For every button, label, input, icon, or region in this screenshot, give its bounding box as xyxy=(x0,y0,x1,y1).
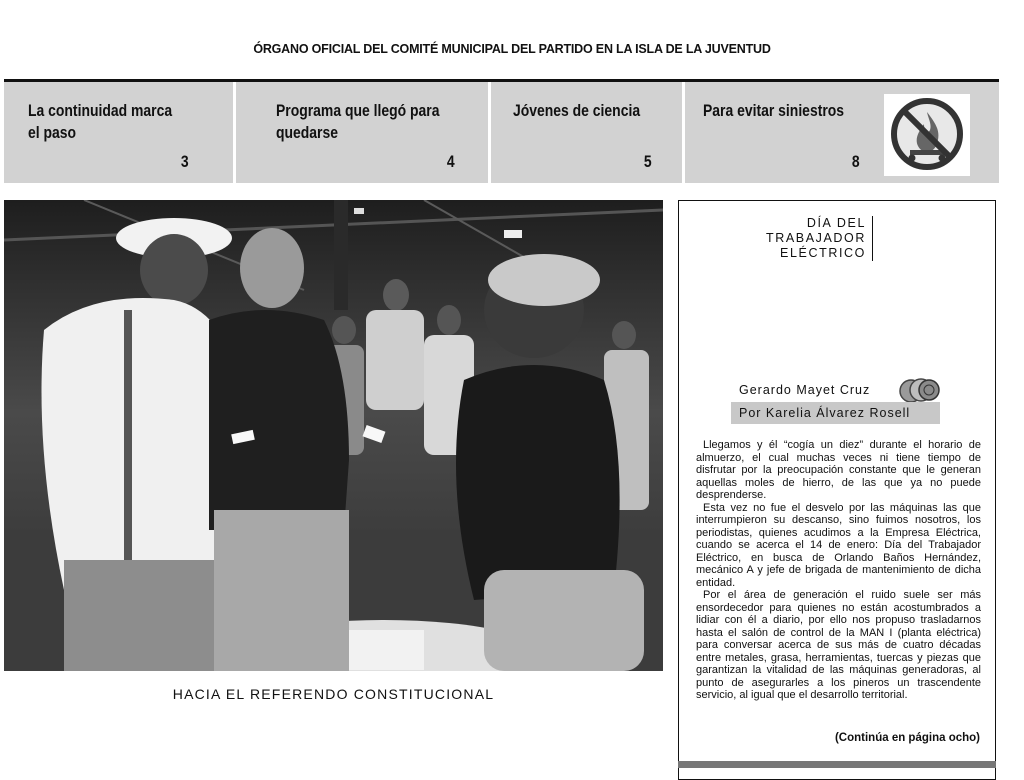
teaser-bar xyxy=(4,82,999,183)
photo-caption: HACIA EL REFERENDO CONSTITUCIONAL xyxy=(172,686,495,702)
teaser-title: Para evitar siniestros xyxy=(703,101,845,120)
article-body xyxy=(696,439,981,702)
article-headline: Gerardo Mayet Cruz xyxy=(739,383,871,397)
teaser-page-number: 3 xyxy=(180,152,189,171)
article-byline: Por Karelia Álvarez Rosell xyxy=(731,402,940,424)
article-paragraph: Esta vez no fue el desvelo por las máquinas las que interrumpieron su descanso, sino fuimos nosotros, los periodistas, quienes acudimos a la Empresa Eléctrica, cuando se acerca el 14 de enero: Día del Trabajador Eléctrico, en busca de Orlando Baños Hernández, mecánico A y jefe de brigada de mantenimiento de dicha entidad. xyxy=(696,501,981,589)
kicker-line: TRABAJADOR xyxy=(765,231,866,245)
teaser-title: La continuidad marca el paso xyxy=(28,101,173,142)
bottom-photo-strip xyxy=(678,761,996,768)
teaser-1[interactable] xyxy=(4,82,233,183)
teaser-title: Jóvenes de ciencia xyxy=(513,101,641,120)
masthead: ÓRGANO OFICIAL DEL COMITÉ MUNICIPAL DEL PARTIDO EN LA ISLA DE LA JUVENTUD xyxy=(253,42,771,56)
no-fire-icon xyxy=(884,94,970,176)
teaser-page-number: 8 xyxy=(851,152,860,171)
teaser-page-number: 4 xyxy=(446,152,455,171)
news-photo xyxy=(4,200,663,671)
kicker-line: DÍA DEL xyxy=(806,216,866,230)
kicker-line: ELÉCTRICO xyxy=(780,246,866,260)
article-kicker xyxy=(766,216,873,261)
continues-link[interactable]: (Continúa en página ocho) xyxy=(834,732,980,744)
teaser-3[interactable] xyxy=(488,82,682,183)
article-sidebar xyxy=(678,200,996,780)
article-paragraph: Por el área de generación el ruido suele ser más ensordecedor para quienes no están acostumbrados a lidiar con él a diario, por ello nos propuso trasladarnos hasta el salón de control de la MAN I (planta eléctrica) para conversar acerca de sus más de cuatro décadas entre metales, grasa, herramientas, tuercas y piezas que garantizan la vitalidad de las máquinas generadoras, al punto de asegurarles a los pineros un trascendente servicio, al igual que el desarrollo territorial. xyxy=(696,589,981,701)
article-paragraph: Llegamos y él “cogía un diez” durante el horario de almuerzo, el cual muchas veces ni tiene tiempo de disfrutar por la preocupación constante que le generan aquellas moles de hierro, de las que ya no puede desprenderse. xyxy=(696,439,981,501)
coin-icon xyxy=(897,377,941,403)
teaser-title: Programa que llegó para quedarse xyxy=(276,101,440,142)
teaser-2[interactable] xyxy=(233,82,488,183)
teaser-page-number: 5 xyxy=(643,152,652,171)
